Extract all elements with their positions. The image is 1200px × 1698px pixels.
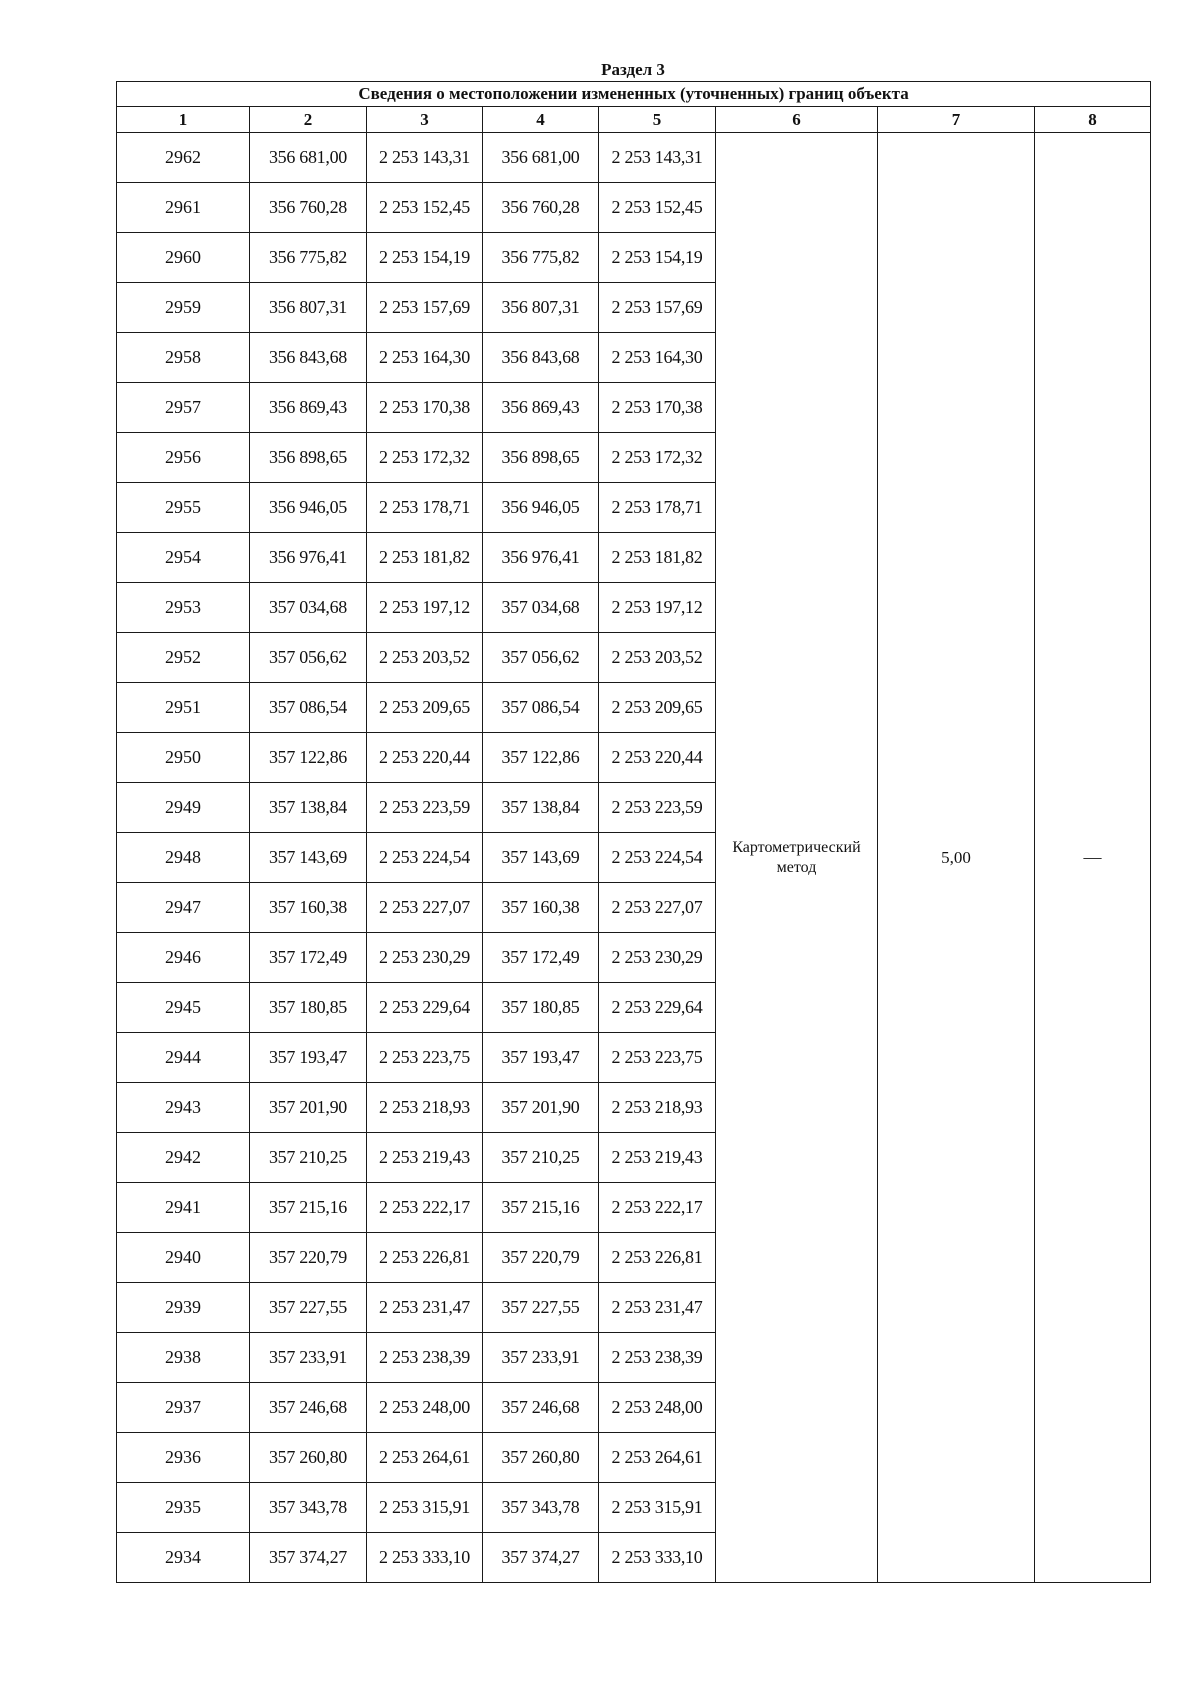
x-refined-cell: 356 946,05 — [483, 483, 599, 533]
column-number: 1 — [117, 107, 250, 133]
column-number: 4 — [483, 107, 599, 133]
y-refined-cell: 2 253 238,39 — [599, 1333, 716, 1383]
x-existing-cell: 357 160,38 — [250, 883, 367, 933]
y-existing-cell: 2 253 231,47 — [367, 1283, 483, 1333]
y-existing-cell: 2 253 164,30 — [367, 333, 483, 383]
y-refined-cell: 2 253 152,45 — [599, 183, 716, 233]
column-number: 6 — [716, 107, 878, 133]
y-refined-cell: 2 253 226,81 — [599, 1233, 716, 1283]
x-existing-cell: 357 246,68 — [250, 1383, 367, 1433]
table-body — [117, 133, 1151, 1583]
x-existing-cell: 356 807,31 — [250, 283, 367, 333]
x-refined-cell: 357 220,79 — [483, 1233, 599, 1283]
x-refined-cell: 356 843,68 — [483, 333, 599, 383]
x-existing-cell: 357 210,25 — [250, 1133, 367, 1183]
x-refined-cell: 357 260,80 — [483, 1433, 599, 1483]
x-refined-cell: 356 760,28 — [483, 183, 599, 233]
y-refined-cell: 2 253 172,32 — [599, 433, 716, 483]
x-refined-cell: 357 193,47 — [483, 1033, 599, 1083]
y-existing-cell: 2 253 315,91 — [367, 1483, 483, 1533]
point-number-cell: 2954 — [117, 533, 250, 583]
x-existing-cell: 357 260,80 — [250, 1433, 367, 1483]
point-number-cell: 2936 — [117, 1433, 250, 1483]
x-existing-cell: 357 227,55 — [250, 1283, 367, 1333]
x-existing-cell: 356 843,68 — [250, 333, 367, 383]
method-line-1: Картометрический — [732, 838, 861, 856]
y-existing-cell: 2 253 222,17 — [367, 1183, 483, 1233]
x-existing-cell: 357 193,47 — [250, 1033, 367, 1083]
table-row — [117, 133, 1151, 183]
point-number-cell: 2945 — [117, 983, 250, 1033]
y-refined-cell: 2 253 333,10 — [599, 1533, 716, 1583]
y-existing-cell: 2 253 229,64 — [367, 983, 483, 1033]
y-existing-cell: 2 253 152,45 — [367, 183, 483, 233]
y-refined-cell: 2 253 220,44 — [599, 733, 716, 783]
y-existing-cell: 2 253 223,59 — [367, 783, 483, 833]
point-number-cell: 2934 — [117, 1533, 250, 1583]
x-refined-cell: 357 215,16 — [483, 1183, 599, 1233]
x-refined-cell: 357 210,25 — [483, 1133, 599, 1183]
y-existing-cell: 2 253 220,44 — [367, 733, 483, 783]
x-refined-cell: 357 374,27 — [483, 1533, 599, 1583]
y-refined-cell: 2 253 218,93 — [599, 1083, 716, 1133]
x-existing-cell: 357 215,16 — [250, 1183, 367, 1233]
x-refined-cell: 357 343,78 — [483, 1483, 599, 1533]
y-existing-cell: 2 253 172,32 — [367, 433, 483, 483]
y-refined-cell: 2 253 157,69 — [599, 283, 716, 333]
x-existing-cell: 356 869,43 — [250, 383, 367, 433]
x-existing-cell: 356 976,41 — [250, 533, 367, 583]
x-existing-cell: 356 946,05 — [250, 483, 367, 533]
y-existing-cell: 2 253 264,61 — [367, 1433, 483, 1483]
x-refined-cell: 357 180,85 — [483, 983, 599, 1033]
point-number-cell: 2937 — [117, 1383, 250, 1433]
x-refined-cell: 357 172,49 — [483, 933, 599, 983]
y-refined-cell: 2 253 227,07 — [599, 883, 716, 933]
x-existing-cell: 356 681,00 — [250, 133, 367, 183]
point-number-cell: 2947 — [117, 883, 250, 933]
section-title: Раздел 3 — [601, 60, 665, 79]
y-refined-cell: 2 253 264,61 — [599, 1433, 716, 1483]
x-existing-cell: 357 220,79 — [250, 1233, 367, 1283]
x-existing-cell: 357 122,86 — [250, 733, 367, 783]
y-refined-cell: 2 253 209,65 — [599, 683, 716, 733]
x-refined-cell: 356 869,43 — [483, 383, 599, 433]
point-number-cell: 2952 — [117, 633, 250, 683]
x-existing-cell: 356 775,82 — [250, 233, 367, 283]
point-number-cell: 2950 — [117, 733, 250, 783]
point-number-cell: 2957 — [117, 383, 250, 433]
x-existing-cell: 357 034,68 — [250, 583, 367, 633]
point-number-cell: 2941 — [117, 1183, 250, 1233]
x-refined-cell: 357 160,38 — [483, 883, 599, 933]
x-existing-cell: 357 374,27 — [250, 1533, 367, 1583]
x-refined-cell: 357 056,62 — [483, 633, 599, 683]
y-refined-cell: 2 253 170,38 — [599, 383, 716, 433]
point-number-cell: 2959 — [117, 283, 250, 333]
x-existing-cell: 357 172,49 — [250, 933, 367, 983]
x-existing-cell: 357 138,84 — [250, 783, 367, 833]
boundary-coordinates-table — [116, 81, 1151, 1583]
y-refined-cell: 2 253 143,31 — [599, 133, 716, 183]
x-refined-cell: 357 143,69 — [483, 833, 599, 883]
point-number-cell: 2958 — [117, 333, 250, 383]
x-refined-cell: 356 775,82 — [483, 233, 599, 283]
y-existing-cell: 2 253 143,31 — [367, 133, 483, 183]
point-number-cell: 2955 — [117, 483, 250, 533]
point-number-cell: 2951 — [117, 683, 250, 733]
y-existing-cell: 2 253 227,07 — [367, 883, 483, 933]
point-number-cell: 2942 — [117, 1133, 250, 1183]
y-existing-cell: 2 253 223,75 — [367, 1033, 483, 1083]
x-existing-cell: 356 760,28 — [250, 183, 367, 233]
x-existing-cell: 357 086,54 — [250, 683, 367, 733]
y-refined-cell: 2 253 230,29 — [599, 933, 716, 983]
y-refined-cell: 2 253 223,75 — [599, 1033, 716, 1083]
point-number-cell: 2961 — [117, 183, 250, 233]
method-cell — [716, 133, 878, 1583]
y-refined-cell: 2 253 248,00 — [599, 1383, 716, 1433]
y-refined-cell: 2 253 178,71 — [599, 483, 716, 533]
x-existing-cell: 357 233,91 — [250, 1333, 367, 1383]
x-refined-cell: 357 122,86 — [483, 733, 599, 783]
column-number: 5 — [599, 107, 716, 133]
point-number-cell: 2940 — [117, 1233, 250, 1283]
point-number-cell: 2948 — [117, 833, 250, 883]
x-refined-cell: 357 086,54 — [483, 683, 599, 733]
x-refined-cell: 357 246,68 — [483, 1383, 599, 1433]
point-number-cell: 2944 — [117, 1033, 250, 1083]
x-existing-cell: 357 056,62 — [250, 633, 367, 683]
y-refined-cell: 2 253 203,52 — [599, 633, 716, 683]
y-existing-cell: 2 253 209,65 — [367, 683, 483, 733]
column-number: 2 — [250, 107, 367, 133]
column-number: 8 — [1035, 107, 1151, 133]
y-existing-cell: 2 253 219,43 — [367, 1133, 483, 1183]
y-refined-cell: 2 253 231,47 — [599, 1283, 716, 1333]
x-refined-cell: 357 034,68 — [483, 583, 599, 633]
point-number-cell: 2949 — [117, 783, 250, 833]
x-refined-cell: 356 807,31 — [483, 283, 599, 333]
x-existing-cell: 356 898,65 — [250, 433, 367, 483]
column-number-row — [117, 107, 1151, 133]
point-number-cell: 2946 — [117, 933, 250, 983]
x-refined-cell: 356 976,41 — [483, 533, 599, 583]
y-existing-cell: 2 253 248,00 — [367, 1383, 483, 1433]
y-existing-cell: 2 253 224,54 — [367, 833, 483, 883]
precision-cell: 5,00 — [878, 133, 1035, 1583]
y-existing-cell: 2 253 197,12 — [367, 583, 483, 633]
y-refined-cell: 2 253 197,12 — [599, 583, 716, 633]
y-refined-cell: 2 253 164,30 — [599, 333, 716, 383]
y-refined-cell: 2 253 223,59 — [599, 783, 716, 833]
y-refined-cell: 2 253 224,54 — [599, 833, 716, 883]
y-existing-cell: 2 253 203,52 — [367, 633, 483, 683]
column-number: 3 — [367, 107, 483, 133]
x-refined-cell: 356 681,00 — [483, 133, 599, 183]
point-number-cell: 2956 — [117, 433, 250, 483]
y-existing-cell: 2 253 333,10 — [367, 1533, 483, 1583]
point-number-cell: 2935 — [117, 1483, 250, 1533]
point-number-cell: 2960 — [117, 233, 250, 283]
y-refined-cell: 2 253 315,91 — [599, 1483, 716, 1533]
point-number-cell: 2938 — [117, 1333, 250, 1383]
table-caption: Сведения о местоположении измененных (уточненных) границ объекта — [117, 82, 1151, 107]
y-existing-cell: 2 253 218,93 — [367, 1083, 483, 1133]
x-refined-cell: 357 233,91 — [483, 1333, 599, 1383]
y-existing-cell: 2 253 178,71 — [367, 483, 483, 533]
x-refined-cell: 356 898,65 — [483, 433, 599, 483]
y-existing-cell: 2 253 226,81 — [367, 1233, 483, 1283]
y-refined-cell: 2 253 229,64 — [599, 983, 716, 1033]
x-refined-cell: 357 201,90 — [483, 1083, 599, 1133]
y-refined-cell: 2 253 222,17 — [599, 1183, 716, 1233]
y-existing-cell: 2 253 154,19 — [367, 233, 483, 283]
point-number-cell: 2939 — [117, 1283, 250, 1333]
y-existing-cell: 2 253 170,38 — [367, 383, 483, 433]
x-existing-cell: 357 343,78 — [250, 1483, 367, 1533]
point-number-cell: 2953 — [117, 583, 250, 633]
x-refined-cell: 357 138,84 — [483, 783, 599, 833]
x-existing-cell: 357 180,85 — [250, 983, 367, 1033]
x-existing-cell: 357 201,90 — [250, 1083, 367, 1133]
y-existing-cell: 2 253 238,39 — [367, 1333, 483, 1383]
y-refined-cell: 2 253 154,19 — [599, 233, 716, 283]
description-cell: — — [1035, 133, 1151, 1583]
y-refined-cell: 2 253 219,43 — [599, 1133, 716, 1183]
method-line-2: метод — [776, 858, 817, 876]
point-number-cell: 2962 — [117, 133, 250, 183]
x-refined-cell: 357 227,55 — [483, 1283, 599, 1333]
y-existing-cell: 2 253 230,29 — [367, 933, 483, 983]
column-number: 7 — [878, 107, 1035, 133]
y-refined-cell: 2 253 181,82 — [599, 533, 716, 583]
x-existing-cell: 357 143,69 — [250, 833, 367, 883]
point-number-cell: 2943 — [117, 1083, 250, 1133]
y-existing-cell: 2 253 157,69 — [367, 283, 483, 333]
y-existing-cell: 2 253 181,82 — [367, 533, 483, 583]
